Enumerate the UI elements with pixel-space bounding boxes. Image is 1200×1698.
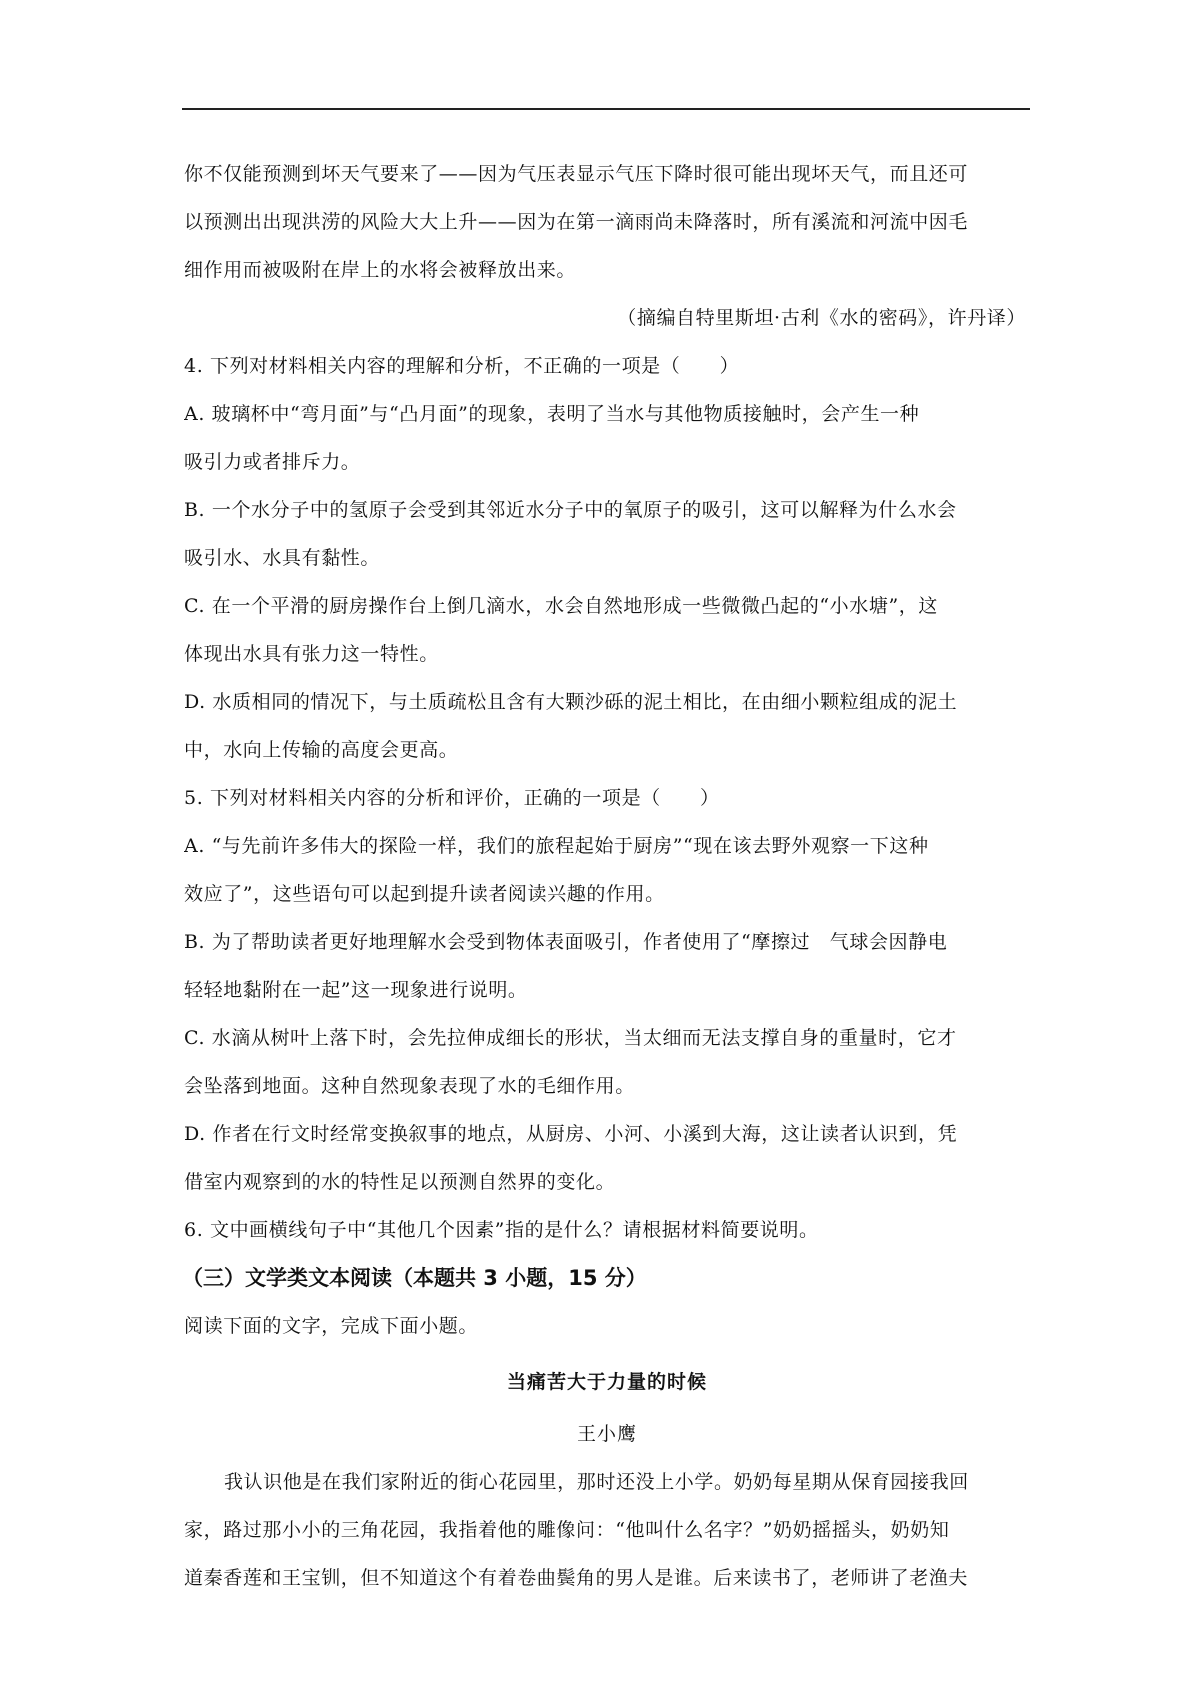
page-content — [184, 150, 1030, 1602]
q4-option-c: C. 在一个平滑的厨房操作台上倒几滴水，水会自然地形成一些微微凸起的“小水塘”，这 — [184, 595, 938, 617]
q5-option-b-cont: 轻轻地黏附在一起”这一现象进行说明。 — [184, 979, 528, 1001]
passage-line: 你不仅能预测到坏天气要来了——因为气压表显示气压下降时很可能出现坏天气，而且还可 — [184, 163, 969, 185]
story-paragraph-line: 家，路过那小小的三角花园，我指着他的雕像问：“他叫什么名字？”奶奶摇摇头，奶奶知 — [184, 1519, 950, 1541]
q5-option-c-cont: 会坠落到地面。这种自然现象表现了水的毛细作用。 — [184, 1075, 635, 1097]
story-title: 当痛苦大于力量的时候 — [506, 1371, 707, 1393]
q4-option-a-cont: 吸引力或者排斥力。 — [184, 451, 361, 473]
q5-option-d-cont: 借室内观察到的水的特性足以预测自然界的变化。 — [184, 1171, 616, 1193]
passage-line: 细作用而被吸附在岸上的水将会被释放出来。 — [184, 259, 577, 281]
header-rule — [182, 108, 1030, 110]
question-6-stem: 6. 文中画横线句子中“其他几个因素”指的是什么？请根据材料简要说明。 — [184, 1219, 819, 1241]
q4-option-c-cont: 体现出水具有张力这一特性。 — [184, 643, 439, 665]
story-paragraph-line: 道秦香莲和王宝钏，但不知道这个有着卷曲鬓角的男人是谁。后来读书了，老师讲了老渔夫 — [184, 1567, 969, 1589]
q5-option-a: A. “与先前许多伟大的探险一样，我们的旅程起始于厨房”“现在该去野外观察一下这种 — [184, 835, 929, 857]
story-paragraph-line: 我认识他是在我们家附近的街心花园里，那时还没上小学。奶奶每星期从保育园接我回 — [224, 1471, 969, 1493]
reading-instruction: 阅读下面的文字，完成下面小题。 — [184, 1315, 479, 1337]
q4-option-b-cont: 吸引水、水具有黏性。 — [184, 547, 381, 569]
question-5-stem: 5. 下列对材料相关内容的分析和评价，正确的一项是（ ） — [184, 787, 720, 809]
q5-option-b: B. 为了帮助读者更好地理解水会受到物体表面吸引，作者使用了“摩擦过 气球会因静电 — [184, 931, 948, 953]
question-4-stem: 4. 下列对材料相关内容的理解和分析，不正确的一项是（ ） — [184, 355, 740, 377]
q5-option-c: C. 水滴从树叶上落下时，会先拉伸成细长的形状，当太细而无法支撑自身的重量时，它才 — [184, 1027, 957, 1049]
q4-option-a: A. 玻璃杯中“弯月面”与“凸月面”的现象，表明了当水与其他物质接触时，会产生一种 — [184, 403, 920, 425]
story-author: 王小鹰 — [576, 1423, 637, 1445]
q5-option-d: D. 作者在行文时经常变换叙事的地点，从厨房、小河、小溪到大海，这让读者认识到，凭 — [184, 1123, 958, 1145]
section-heading: （三）文学类文本阅读（本题共 3 小题，15 分） — [182, 1266, 647, 1290]
q4-option-b: B. 一个水分子中的氢原子会受到其邻近水分子中的氧原子的吸引，这可以解释为什么水会 — [184, 499, 957, 521]
q4-option-d: D. 水质相同的情况下，与土质疏松且含有大颗沙砾的泥土相比，在由细小颗粒组成的泥土 — [184, 691, 958, 713]
q5-option-a-cont: 效应了”，这些语句可以起到提升读者阅读兴趣的作用。 — [184, 883, 665, 905]
passage-line: 以预测出出现洪涝的风险大大上升——因为在第一滴雨尚未降落时，所有溪流和河流中因毛 — [184, 211, 969, 233]
source-citation: （摘编自特里斯坦·古利《水的密码》，许丹译） — [617, 307, 1026, 329]
q4-option-d-cont: 中，水向上传输的高度会更高。 — [184, 739, 459, 761]
